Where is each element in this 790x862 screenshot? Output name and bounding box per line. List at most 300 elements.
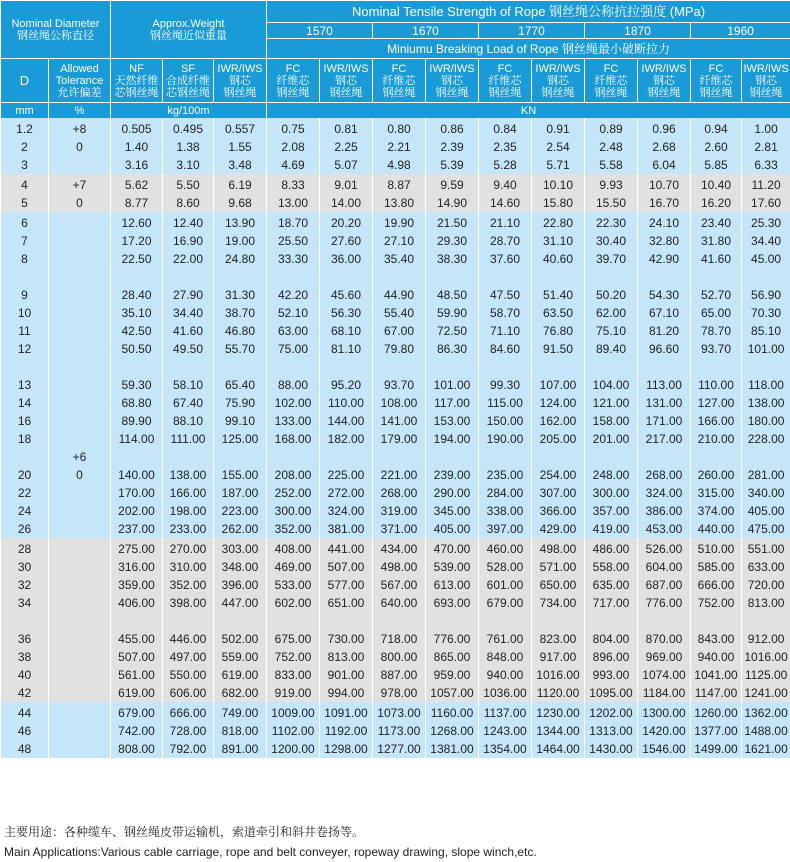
cell-value: 171.00 [645,414,683,428]
cell-value: 125.00 [221,432,259,446]
cell-value: 63.50 [542,306,574,320]
value-cell [111,212,163,538]
cell-value: 486.00 [592,542,630,556]
cell-value: 1354.00 [483,742,527,756]
value-cell [479,702,532,758]
cell-value: 1074.00 [642,668,686,682]
cell-value: 406.00 [118,596,155,610]
cell-value: 352.00 [274,522,312,536]
cell-value: 223.00 [221,504,259,518]
tolerance-cell [49,538,111,702]
cell-value: 42.90 [648,252,680,266]
cell-value: 19.90 [383,216,415,230]
value-cell [426,702,479,758]
cell-value: 319.00 [380,504,418,518]
value-cell [532,538,585,702]
cell-value: 54.30 [648,288,680,302]
col-iwr-header: IWR/IWS 钢芯 钢丝绳 [426,59,479,103]
diameter-value: 22 [17,486,32,500]
cell-value: 162.00 [539,414,577,428]
value-cell [111,174,163,212]
cell-value: 5.85 [704,158,728,172]
cell-value: 551.00 [747,542,785,556]
value-cell [267,174,320,212]
cell-value: 1298.00 [324,742,368,756]
cell-value: 0.81 [334,122,358,136]
value-cell [373,538,426,702]
value-cell [532,702,585,758]
cell-value: 22.50 [121,252,152,266]
cell-value: 12.40 [172,216,204,230]
cell-value: 10.10 [542,178,574,192]
row-gap [742,448,790,466]
row-gap [585,358,637,376]
cell-value: 315.00 [697,486,735,500]
cell-value: 640.00 [380,596,418,610]
cell-value: 585.00 [697,560,735,574]
cell-value: 28.70 [489,234,521,248]
cell-value: 469.00 [274,560,312,574]
cell-value: 32.80 [648,234,680,248]
cell-value: 52.10 [277,306,309,320]
cell-value: 447.00 [221,596,259,610]
cell-value: 0.96 [652,122,676,136]
cell-value: 870.00 [645,632,683,646]
cell-value: 140.00 [118,468,155,482]
cell-value: 687.00 [645,578,683,592]
table-row-group [1,118,790,174]
cell-value: 1.00 [754,122,778,136]
cell-value: 63.00 [277,324,309,338]
cell-value: 1420.00 [642,724,686,738]
cell-value: 68.80 [121,396,152,410]
cell-value: 24.80 [224,252,256,266]
cell-value: 21.10 [489,216,521,230]
row-gap [373,612,425,630]
cell-value: 205.00 [539,432,577,446]
cell-value: 371.00 [380,522,418,536]
cell-value: 6.19 [228,178,252,192]
cell-value: 27.10 [383,234,415,248]
table-row-group [1,538,790,702]
row-gap [638,268,690,286]
col-iwr-header: IWR/IWS 钢芯 钢丝绳 [532,59,585,103]
cell-value: 27.90 [172,288,204,302]
cell-value: 38.30 [436,252,468,266]
cell-value: 225.00 [327,468,365,482]
row-gap [532,268,584,286]
cell-value: 85.10 [751,324,782,338]
row-gap [267,268,319,286]
cell-value: 31.80 [700,234,732,248]
cell-value: 17.20 [121,234,152,248]
cell-value: 613.00 [433,578,471,592]
value-cell [111,702,163,758]
row-gap [214,268,266,286]
value-cell [111,538,163,702]
table-row-group [1,702,790,758]
cell-value: 1016.00 [744,650,788,664]
cell-value: 262.00 [221,522,259,536]
row-gap [267,612,319,630]
cell-value: 18.70 [277,216,309,230]
cell-value: 4.69 [281,158,305,172]
value-cell [163,118,214,174]
diameter-value: 34 [17,596,32,610]
cell-value: 22.00 [172,252,204,266]
value-cell [638,538,691,702]
cell-value: 720.00 [747,578,785,592]
cell-value: 300.00 [274,504,312,518]
cell-value: 679.00 [118,706,155,720]
cell-value: 0.89 [599,122,623,136]
grade-1960: 1960 [691,23,790,39]
cell-value: 348.00 [221,560,259,574]
cell-value: 170.00 [118,486,155,500]
value-cell [638,702,691,758]
cell-value: 533.00 [274,578,312,592]
row-gap [1,358,48,376]
cell-value: 102.00 [274,396,312,410]
cell-value: 187.00 [221,486,259,500]
cell-value: 300.00 [592,486,630,500]
units-row [1,103,790,119]
cell-value: 1016.00 [536,668,580,682]
cell-value: 202.00 [118,504,155,518]
cell-value: 8.60 [176,196,200,210]
cell-value: 22.30 [595,216,627,230]
diameter-value: 13 [17,378,32,392]
cell-value: 9.59 [440,178,464,192]
diameter-cell [1,174,49,212]
cell-value: 67.40 [172,396,204,410]
cell-value: 48.50 [436,288,468,302]
cell-value: 138.00 [747,396,785,410]
cell-value: 290.00 [433,486,471,500]
value-cell [267,538,320,702]
value-cell [214,702,267,758]
row-gap [532,358,584,376]
diameter-value: 7 [21,234,28,248]
cell-value: 1430.00 [589,742,633,756]
row-gap [111,358,162,376]
cell-value: 497.00 [169,650,207,664]
cell-value: 86.30 [436,342,468,356]
cell-value: 47.50 [489,288,521,302]
cell-value: 101.00 [433,378,471,392]
diameter-value: 2 [21,140,28,154]
cell-value: 338.00 [486,504,524,518]
diameter-value: 48 [17,742,32,756]
value-cell [267,118,320,174]
cell-value: 55.70 [224,342,256,356]
value-cell [320,702,373,758]
cell-value: 141.00 [380,414,418,428]
cell-value: 50.20 [595,288,627,302]
cell-value: 453.00 [645,522,683,536]
cell-value: 9.01 [334,178,358,192]
cell-value: 666.00 [697,578,735,592]
cell-value: 0.75 [281,122,305,136]
value-cell [373,118,426,174]
cell-value: 1147.00 [694,686,738,700]
cell-value: 460.00 [486,542,524,556]
value-cell [267,212,320,538]
tolerance-cell [49,212,111,538]
col-tolerance-header: Allowed Tolerance 允许偏差 [49,59,111,103]
cell-value: 16.90 [172,234,204,248]
cell-value: 1344.00 [536,724,580,738]
cell-value: 843.00 [697,632,735,646]
value-cell [585,174,638,212]
diameter-value: 8 [21,252,28,266]
cell-value: 792.00 [169,742,207,756]
cell-value: 50.50 [121,342,152,356]
cell-value: 776.00 [645,596,683,610]
cell-value: 3.48 [228,158,252,172]
cell-value: 419.00 [592,522,630,536]
cell-value: 1499.00 [694,742,738,756]
cell-value: 221.00 [380,468,418,482]
cell-value: 761.00 [486,632,524,646]
cell-value: 357.00 [592,504,630,518]
cell-value: 693.00 [433,596,471,610]
value-cell [214,118,267,174]
notes-chinese: 主要用途：各种缆车、钢丝绳皮带运输机，索道牵引和斜井卷扬等。 [4,825,365,839]
cell-value: 58.70 [489,306,521,320]
cell-value: 153.00 [433,414,471,428]
cell-value: 571.00 [539,560,577,574]
cell-value: 650.00 [539,578,577,592]
row-gap [742,358,790,376]
cell-value: 994.00 [327,686,365,700]
cell-value: 5.07 [334,158,358,172]
unit-weight: kg/100m [111,103,267,119]
cell-value: 158.00 [592,414,630,428]
cell-value: 0.505 [121,122,152,136]
cell-value: 99.10 [224,414,256,428]
cell-value: 1.55 [228,140,252,154]
diameter-value: 16 [17,414,32,428]
cell-value: 11.20 [751,178,781,192]
cell-value: 58.10 [172,378,204,392]
cell-value: 1173.00 [377,724,421,738]
cell-value: 194.00 [433,432,471,446]
cell-value: 919.00 [274,686,312,700]
col-fc-header: FC 纤维芯 钢丝绳 [373,59,426,103]
cell-value: 2.25 [334,140,358,154]
cell-value: 235.00 [486,468,524,482]
cell-value: 248.00 [592,468,630,482]
cell-value: 23.40 [700,216,732,230]
value-cell [214,538,267,702]
cell-value: 813.00 [327,650,365,664]
tolerance-cell [49,174,111,212]
row-gap [691,268,741,286]
cell-value: 1137.00 [483,706,527,720]
value-cell [742,174,790,212]
cell-value: 1230.00 [536,706,580,720]
cell-value: 1.40 [124,140,149,154]
diameter-value: 14 [17,396,32,410]
cell-value: 110.00 [328,396,364,410]
row-gap [479,612,531,630]
cell-value: 91.50 [542,342,574,356]
cell-value: 155.00 [221,468,259,482]
cell-value: 303.00 [221,542,259,556]
value-cell [638,174,691,212]
cell-value: 0.557 [224,122,256,136]
tolerance-cell [49,702,111,758]
cell-value: 1243.00 [483,724,527,738]
cell-value: 22.80 [542,216,574,230]
value-cell [479,174,532,212]
row-gap [585,448,637,466]
cell-value: 405.00 [433,522,471,536]
cell-value: 150.00 [486,414,524,428]
col-d-header: D [1,59,49,103]
row-gap [638,358,690,376]
value-cell [373,174,426,212]
cell-value: 39.70 [595,252,627,266]
cell-value: 316.00 [118,560,155,574]
row-gap [214,612,266,630]
cell-value: 76.80 [542,324,574,338]
cell-value: 89.40 [595,342,627,356]
col-iwr-header: IWR/IWS 钢芯 钢丝绳 [320,59,373,103]
row-gap [320,612,372,630]
cell-value: 1095.00 [589,686,633,700]
cell-value: 237.00 [118,522,155,536]
cell-value: 31.30 [224,288,256,302]
value-cell [320,538,373,702]
approx-weight-header: Approx.Weight 钢丝绳近似重量 [111,1,267,59]
cell-value: 730.00 [327,632,365,646]
row-gap [1,448,48,466]
cell-value: 12.60 [121,216,152,230]
cell-value: 65.00 [700,306,732,320]
cell-value: 71.10 [489,324,521,338]
diameter-value: 44 [17,706,32,720]
cell-value: 81.10 [330,342,362,356]
cell-value: 1041.00 [694,668,738,682]
cell-value: 2.68 [652,140,676,154]
row-gap [214,448,266,466]
value-cell [479,212,532,538]
cell-value: 1120.00 [536,686,580,700]
cell-value: 89.90 [121,414,152,428]
cell-value: 114.00 [118,432,155,446]
cell-value: 13.80 [383,196,415,210]
cell-value: 561.00 [118,668,155,682]
cell-value: 56.90 [751,288,782,302]
value-cell [163,174,214,212]
value-cell [426,538,479,702]
cell-value: 228.00 [747,432,785,446]
row-gap [691,612,741,630]
cell-value: 34.40 [172,306,204,320]
cell-value: 201.00 [592,432,630,446]
cell-value: 386.00 [645,504,683,518]
row-gap [479,268,531,286]
cell-value: 307.00 [539,486,577,500]
value-cell [163,538,214,702]
cell-value: 1102.00 [271,724,315,738]
cell-value: 502.00 [221,632,259,646]
cell-value: 359.00 [118,578,155,592]
cell-value: 254.00 [539,468,577,482]
cell-value: 93.70 [383,378,415,392]
cell-value: 8.77 [124,196,149,210]
diameter-value: 20 [17,468,32,482]
cell-value: 78.70 [700,324,732,338]
cell-value: 0.94 [704,122,728,136]
cell-value: 107.00 [539,378,577,392]
table-header [1,1,790,103]
value-cell [742,702,790,758]
cell-value: 6.04 [652,158,676,172]
row-gap [373,268,425,286]
cell-value: 405.00 [747,504,785,518]
diameter-cell [1,538,49,702]
col-fc-header: FC 纤维芯 钢丝绳 [267,59,320,103]
row-gap [320,448,372,466]
cell-value: 19.00 [224,234,256,248]
cell-value: 651.00 [327,596,365,610]
cell-value: 397.00 [486,522,524,536]
value-cell [532,174,585,212]
cell-value: 429.00 [539,522,577,536]
cell-value: 34.40 [751,234,782,248]
row-gap [426,268,478,286]
diameter-value: 38 [17,650,32,664]
row-gap [426,358,478,376]
cell-value: 2.48 [599,140,623,154]
tolerance-value: +8 [72,122,87,136]
cell-value: 959.00 [433,668,471,682]
cell-value: 374.00 [697,504,735,518]
value-cell [214,212,267,538]
cell-value: 281.00 [747,468,785,482]
diameter-cell [1,212,49,538]
cell-value: 8.33 [281,178,305,192]
cell-value: 1277.00 [377,742,421,756]
table-row-group [1,174,790,212]
row-gap [638,448,690,466]
diameter-value: 46 [17,724,32,738]
cell-value: 891.00 [221,742,259,756]
cell-value: 99.30 [489,378,521,392]
tolerance-cell [49,118,111,174]
cell-value: 865.00 [433,650,471,664]
cell-value: 260.00 [697,468,735,482]
value-cell [373,702,426,758]
cell-value: 455.00 [118,632,155,646]
cell-value: 619.00 [118,686,155,700]
cell-value: 310.00 [169,560,207,574]
cell-value: 14.00 [330,196,362,210]
cell-value: 5.58 [599,158,623,172]
cell-value: 133.00 [274,414,312,428]
cell-value: 507.00 [118,650,155,664]
row-gap [163,268,213,286]
cell-value: 1300.00 [642,706,686,720]
row-gap [426,448,478,466]
cell-value: 345.00 [433,504,471,518]
value-cell [691,702,742,758]
diameter-value: 6 [21,216,28,230]
cell-value: 752.00 [697,596,735,610]
